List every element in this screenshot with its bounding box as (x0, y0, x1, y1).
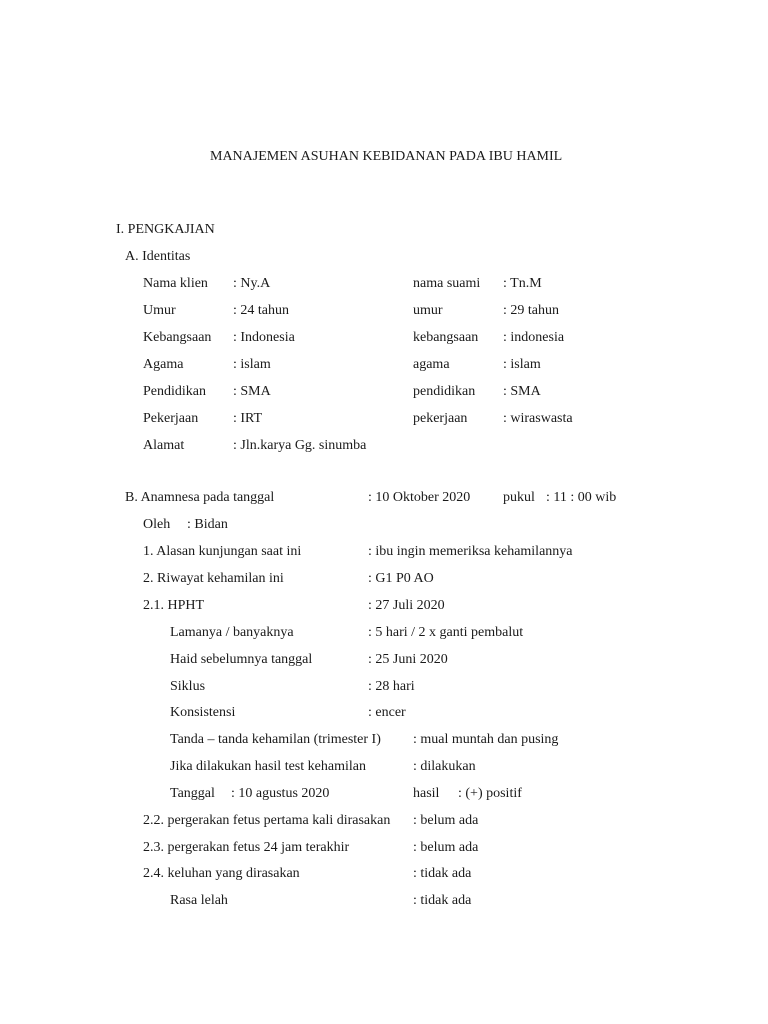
identitas-label-klien: Pendidikan (143, 384, 206, 399)
gerak2-label: 2.3. pergerakan fetus 24 jam terakhir (143, 840, 350, 855)
identitas-label-klien: Pekerjaan (143, 411, 199, 426)
tanda-value: : mual muntah dan pusing (413, 732, 559, 747)
hasil-value: : (+) positif (458, 786, 522, 801)
subsection-heading-identitas: A. Identitas (125, 249, 191, 264)
oleh-value: : Bidan (187, 517, 228, 532)
haid-value: : 25 Juni 2020 (368, 652, 448, 667)
alasan-label: 1. Alasan kunjungan saat ini (143, 544, 302, 559)
lelah-value: : tidak ada (413, 893, 472, 908)
alasan-value: : ibu ingin memeriksa kehamilannya (368, 544, 573, 559)
identitas-value-klien: : islam (233, 357, 271, 372)
identitas-value-klien: : IRT (233, 411, 263, 426)
identitas-label-klien: Agama (143, 357, 184, 372)
konsistensi-value: : encer (368, 705, 406, 720)
identitas-value-klien: : Indonesia (233, 330, 295, 345)
riwayat-label: 2. Riwayat kehamilan ini (143, 571, 284, 586)
document-title: MANAJEMEN ASUHAN KEBIDANAN PADA IBU HAMIL (210, 149, 563, 164)
identitas-value-suami: : SMA (503, 384, 541, 399)
jika-label: Jika dilakukan hasil test kehamilan (170, 759, 366, 774)
keluhan-value: : tidak ada (413, 866, 472, 881)
hasil-label: hasil (413, 786, 440, 801)
identitas-label-klien: Nama klien (143, 276, 208, 291)
identitas-value-klien: : SMA (233, 384, 271, 399)
haid-label: Haid sebelumnya tanggal (170, 652, 313, 667)
jika-value: : dilakukan (413, 759, 476, 774)
identitas-value-klien: : Ny.A (233, 276, 271, 291)
identitas-label-klien: Kebangsaan (143, 330, 212, 345)
lelah-label: Rasa lelah (170, 893, 228, 908)
identitas-value-suami: : wiraswasta (503, 411, 573, 426)
identitas-label-suami: kebangsaan (413, 330, 479, 345)
gerak1-value: : belum ada (413, 813, 479, 828)
oleh-label: Oleh (143, 517, 171, 532)
pukul-label: pukul (503, 490, 535, 505)
tanggal-label: Tanggal (170, 786, 215, 801)
tanda-label: Tanda – tanda kehamilan (trimester I) (170, 732, 381, 747)
siklus-label: Siklus (170, 679, 206, 694)
identitas-value-klien: : 24 tahun (233, 303, 289, 318)
riwayat-value: : G1 P0 AO (368, 571, 434, 586)
pukul-value: : 11 : 00 wib (546, 490, 617, 505)
lamanya-label: Lamanya / banyaknya (170, 625, 294, 640)
keluhan-label: 2.4. keluhan yang dirasakan (143, 866, 300, 881)
identitas-value-suami: : indonesia (503, 330, 565, 345)
section-heading-pengkajian: I. PENGKAJIAN (116, 222, 215, 237)
identitas-label-klien: Alamat (143, 438, 185, 453)
identitas-label-suami: umur (413, 303, 443, 318)
identitas-label-suami: nama suami (413, 276, 481, 291)
hpht-value: : 27 Juli 2020 (368, 598, 445, 613)
identitas-value-klien: : Jln.karya Gg. sinumba (233, 438, 367, 453)
hpht-label: 2.1. HPHT (143, 598, 205, 613)
anamnesa-label: B. Anamnesa pada tanggal (125, 490, 275, 505)
tanggal-value: : 10 agustus 2020 (231, 786, 330, 801)
konsistensi-label: Konsistensi (170, 705, 236, 720)
identitas-label-suami: pendidikan (413, 384, 476, 399)
identitas-value-suami: : islam (503, 357, 541, 372)
gerak1-label: 2.2. pergerakan fetus pertama kali dirasakan (143, 813, 391, 828)
anamnesa-date: : 10 Oktober 2020 (368, 490, 471, 505)
siklus-value: : 28 hari (368, 679, 415, 694)
identitas-value-suami: : 29 tahun (503, 303, 559, 318)
identitas-label-klien: Umur (143, 303, 176, 318)
identitas-label-suami: pekerjaan (413, 411, 468, 426)
identitas-value-suami: : Tn.M (503, 276, 542, 291)
gerak2-value: : belum ada (413, 840, 479, 855)
lamanya-value: : 5 hari / 2 x ganti pembalut (368, 625, 524, 640)
identitas-label-suami: agama (413, 357, 450, 372)
